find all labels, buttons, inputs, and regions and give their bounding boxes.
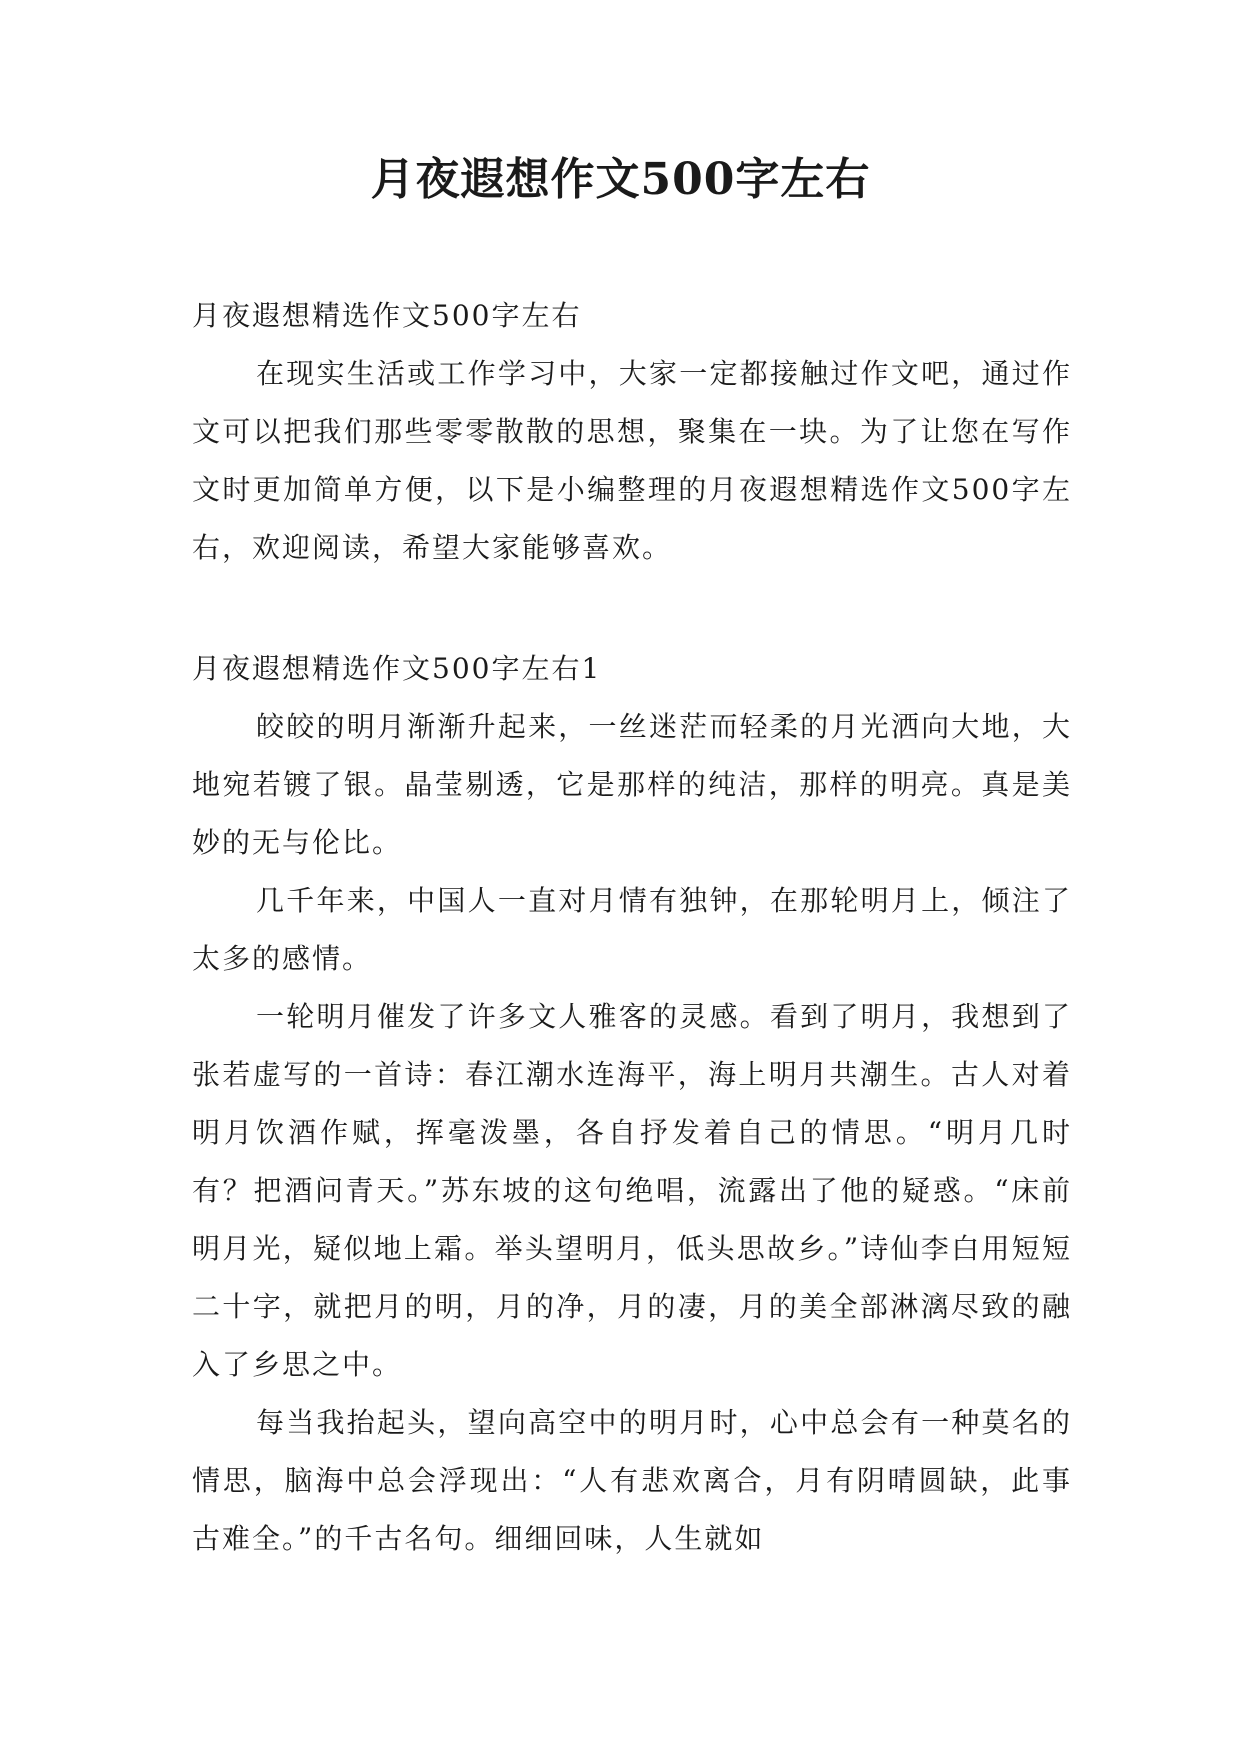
intro-paragraph: 在现实生活或工作学习中，大家一定都接触过作文吧，通过作文可以把我们那些零零散散的思想，聚集在一块。为了让您在写作文时更加简单方便，以下是小编整理的月夜遐想精选作文500字左右，欢迎阅读，希望大家能够喜欢。: [192, 357, 1072, 564]
document-body: [192, 287, 1072, 1568]
body-paragraph: 皎皎的明月渐渐升起来，一丝迷茫而轻柔的月光洒向大地，大地宛若镀了银。晶莹剔透，它是那样的纯洁，那样的明亮。真是美妙的无与伦比。: [192, 710, 1072, 859]
document-title: 月夜遐想作文500字左右: [370, 154, 871, 205]
body-paragraph: 几千年来，中国人一直对月情有独钟，在那轮明月上，倾注了太多的感情。: [192, 884, 1072, 975]
body-paragraph: 每当我抬起头，望向高空中的明月时，心中总会有一种莫名的情思，脑海中总会浮现出：“人有悲欢离合，月有阴晴圆缺，此事古难全。”的千古名句。细细回味，人生就如: [192, 1406, 1072, 1555]
document-subtitle: 月夜遐想精选作文500字左右: [192, 299, 582, 332]
section-heading: 月夜遐想精选作文500字左右1: [192, 652, 602, 685]
section-spacer: [192, 577, 1072, 640]
body-paragraph: 一轮明月催发了许多文人雅客的灵感。看到了明月，我想到了张若虚写的一首诗：春江潮水连海平，海上明月共潮生。古人对着明月饮酒作赋，挥毫泼墨，各自抒发着自己的情思。“明月几时有？把酒问青天。”苏东坡的这句绝唱，流露出了他的疑惑。“床前明月光，疑似地上霜。举头望明月，低头思故乡。”诗仙李白用短短二十字，就把月的明，月的净，月的凄，月的美全部淋漓尽致的融入了乡思之中。: [192, 1000, 1072, 1381]
